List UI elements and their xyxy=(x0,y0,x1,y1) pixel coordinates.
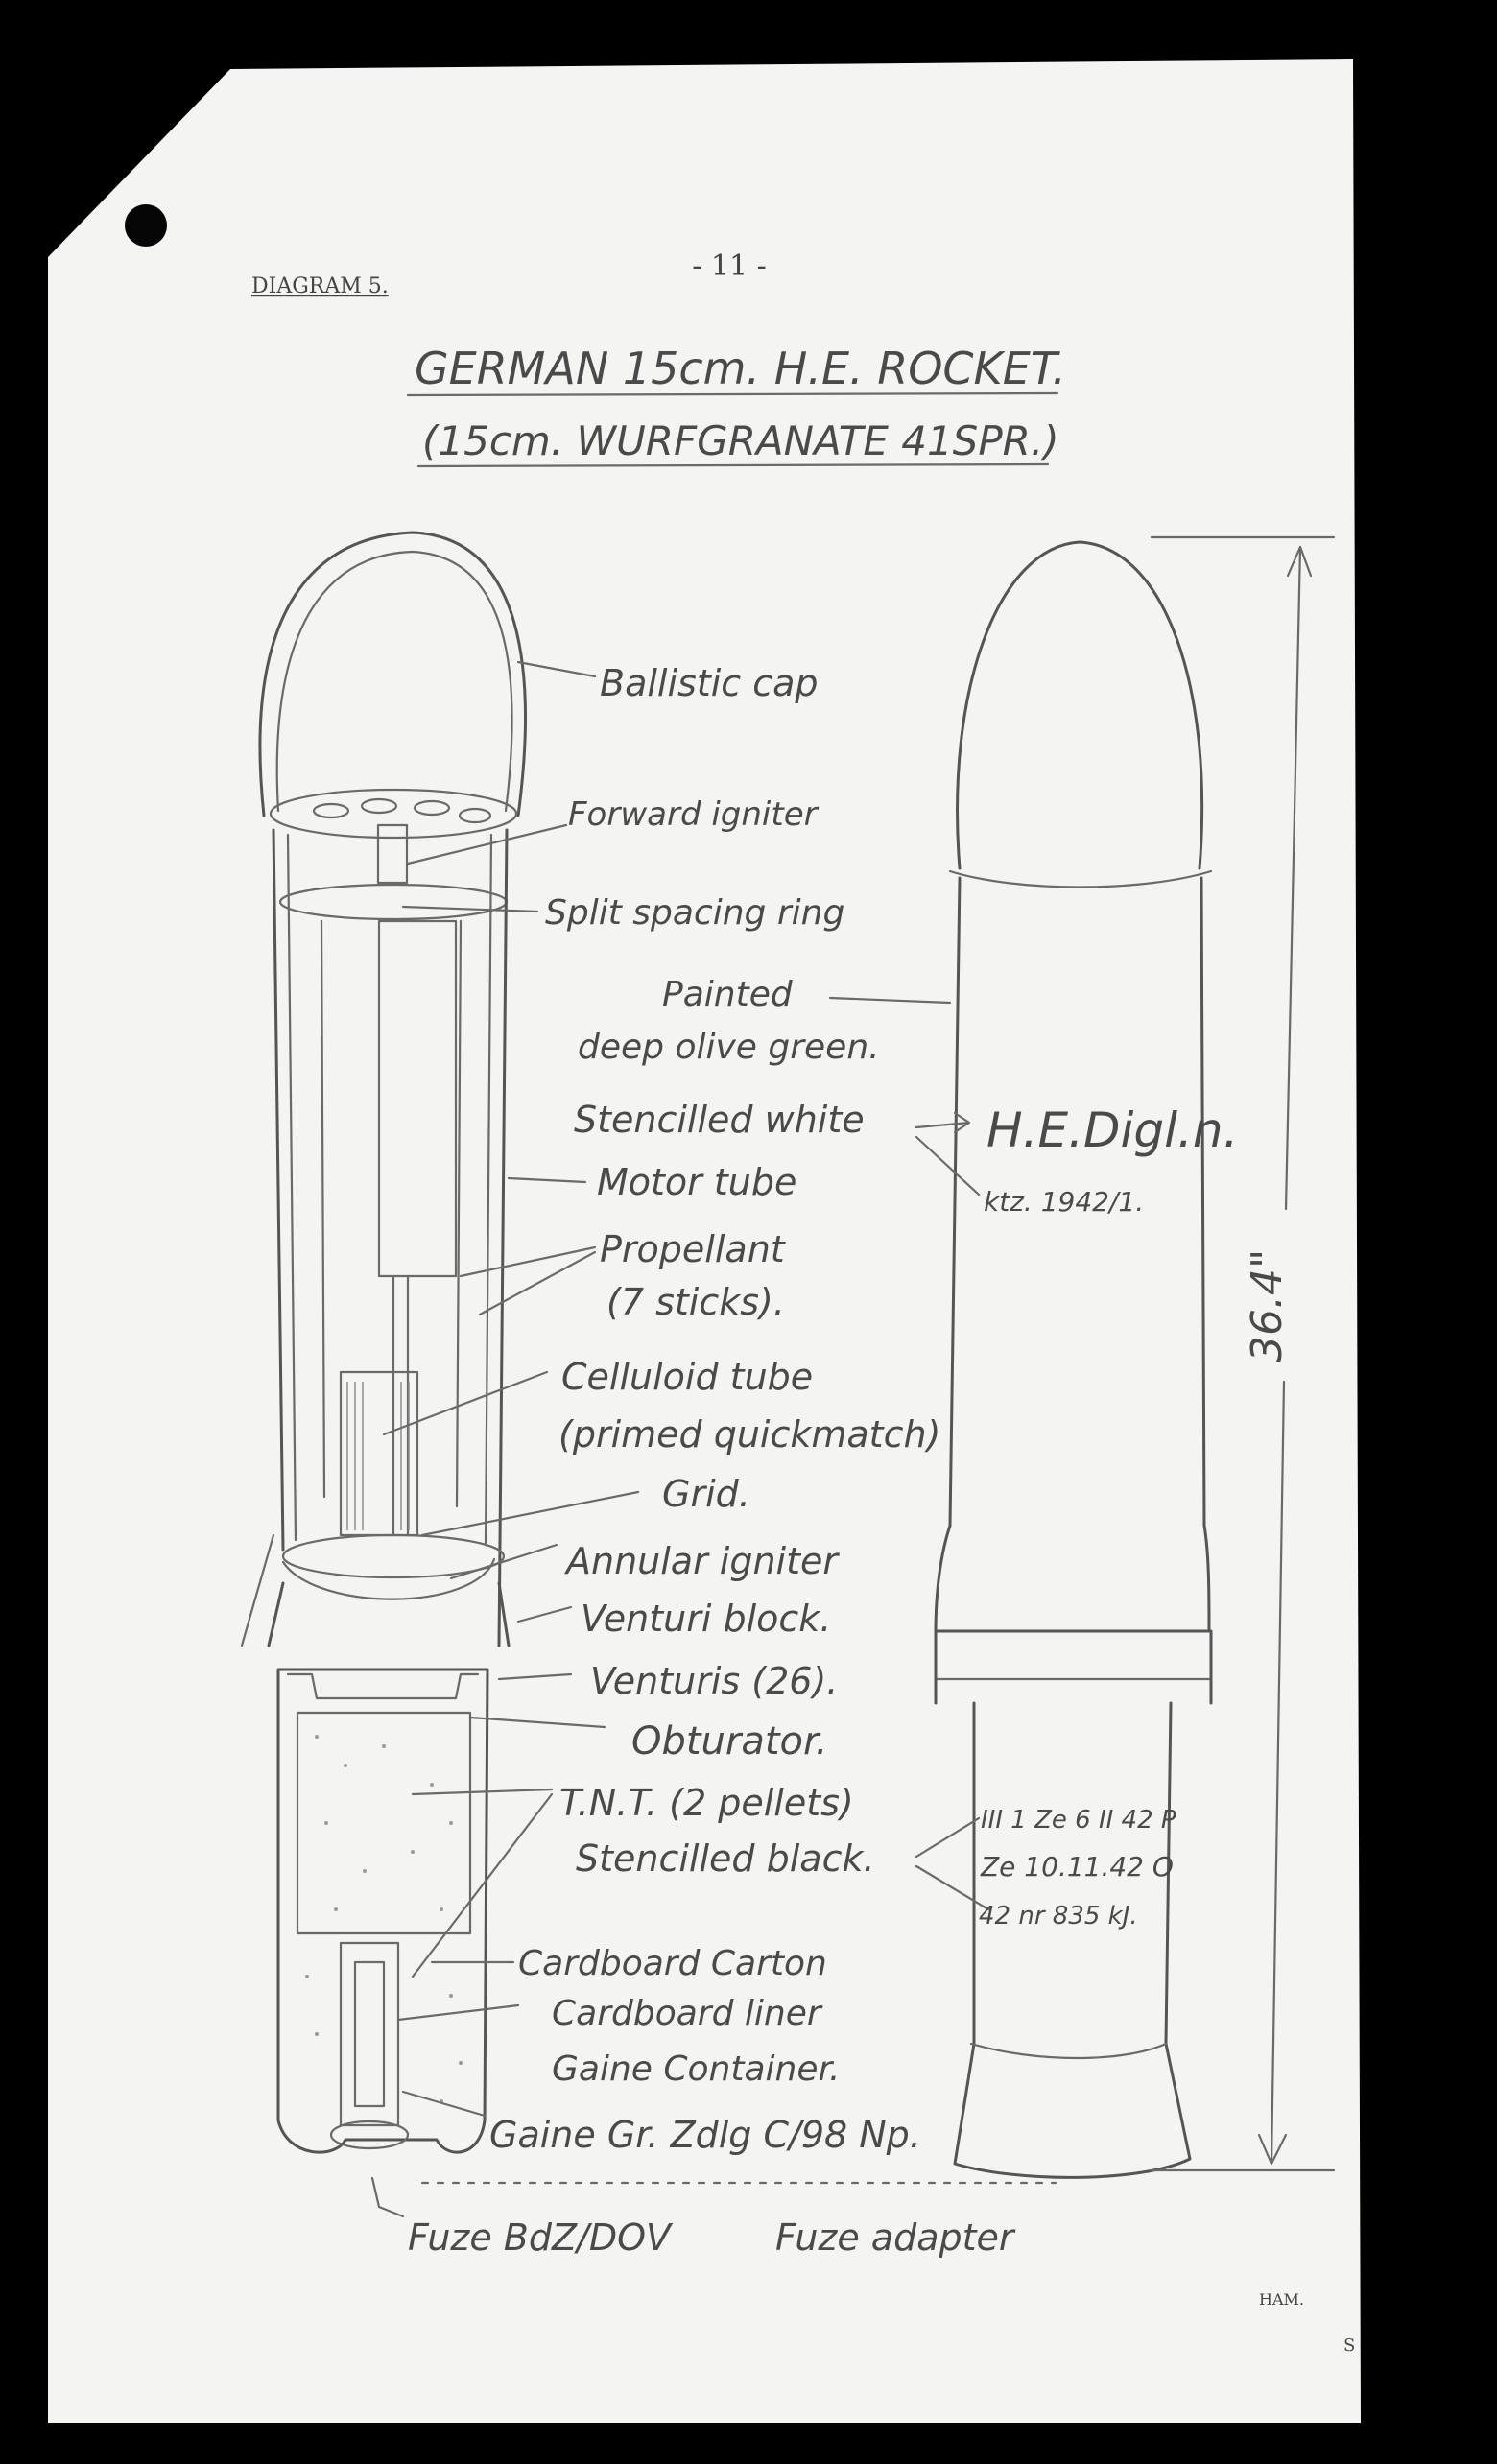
label-cardboard-liner: Cardboard liner xyxy=(552,1994,821,2033)
label-propellant: Propellant xyxy=(600,1228,785,1270)
label-stencilled-white: Stencilled white xyxy=(574,1099,865,1141)
label-motor-tube: Motor tube xyxy=(597,1161,797,1203)
punch-hole xyxy=(125,204,167,247)
page-number: - 11 - xyxy=(692,249,767,283)
label-annular-igniter: Annular igniter xyxy=(566,1540,839,1582)
label-cardboard-carton: Cardboard Carton xyxy=(518,1944,827,1983)
label-primed-quickmatch: (primed quickmatch) xyxy=(558,1413,941,1456)
marking-black-line2: Ze 10.11.42 O xyxy=(981,1851,1174,1883)
label-seven-sticks: (7 sticks). xyxy=(606,1281,785,1323)
label-venturis: Venturis (26). xyxy=(590,1660,839,1702)
label-gaine-container: Gaine Container. xyxy=(552,2049,841,2089)
label-venturi-block: Venturi block. xyxy=(581,1598,832,1640)
label-celluloid-tube: Celluloid tube xyxy=(561,1356,814,1398)
title-line-2: (15cm. WURFGRANATE 41SPR.) xyxy=(422,417,1059,464)
label-split-spacing-ring: Split spacing ring xyxy=(545,893,845,933)
dimension-value: 36.4" xyxy=(1243,1248,1292,1362)
label-tnt: T.N.T. (2 pellets) xyxy=(559,1782,854,1824)
marking-white-line2: ktz. 1942/1. xyxy=(984,1186,1145,1218)
label-stencilled-black: Stencilled black. xyxy=(576,1837,875,1880)
label-ballistic-cap: Ballistic cap xyxy=(600,662,819,704)
label-grid: Grid. xyxy=(662,1473,750,1515)
initials: HAM. xyxy=(1259,2290,1304,2309)
title-line-1: GERMAN 15cm. H.E. ROCKET. xyxy=(415,343,1067,394)
label-deep-olive-green: deep olive green. xyxy=(578,1028,880,1067)
label-fuze-adapter: Fuze adapter xyxy=(775,2216,1014,2259)
label-gaine: Gaine Gr. Zdlg C/98 Np. xyxy=(489,2114,921,2156)
label-obturator: Obturator. xyxy=(631,1719,828,1764)
label-painted: Painted xyxy=(662,975,793,1014)
marking-white-line1: H.E.Digl.n. xyxy=(986,1102,1239,1158)
diagram-label: DIAGRAM 5. xyxy=(251,274,389,298)
corner-mark: S xyxy=(1343,2335,1356,2356)
label-forward-igniter: Forward igniter xyxy=(568,795,818,834)
marking-black-line1: III 1 Ze 6 II 42 P xyxy=(981,1806,1176,1835)
marking-black-line3: 42 nr 835 kJ. xyxy=(979,1902,1138,1931)
label-fuze: Fuze BdZ/DOV xyxy=(408,2216,671,2259)
